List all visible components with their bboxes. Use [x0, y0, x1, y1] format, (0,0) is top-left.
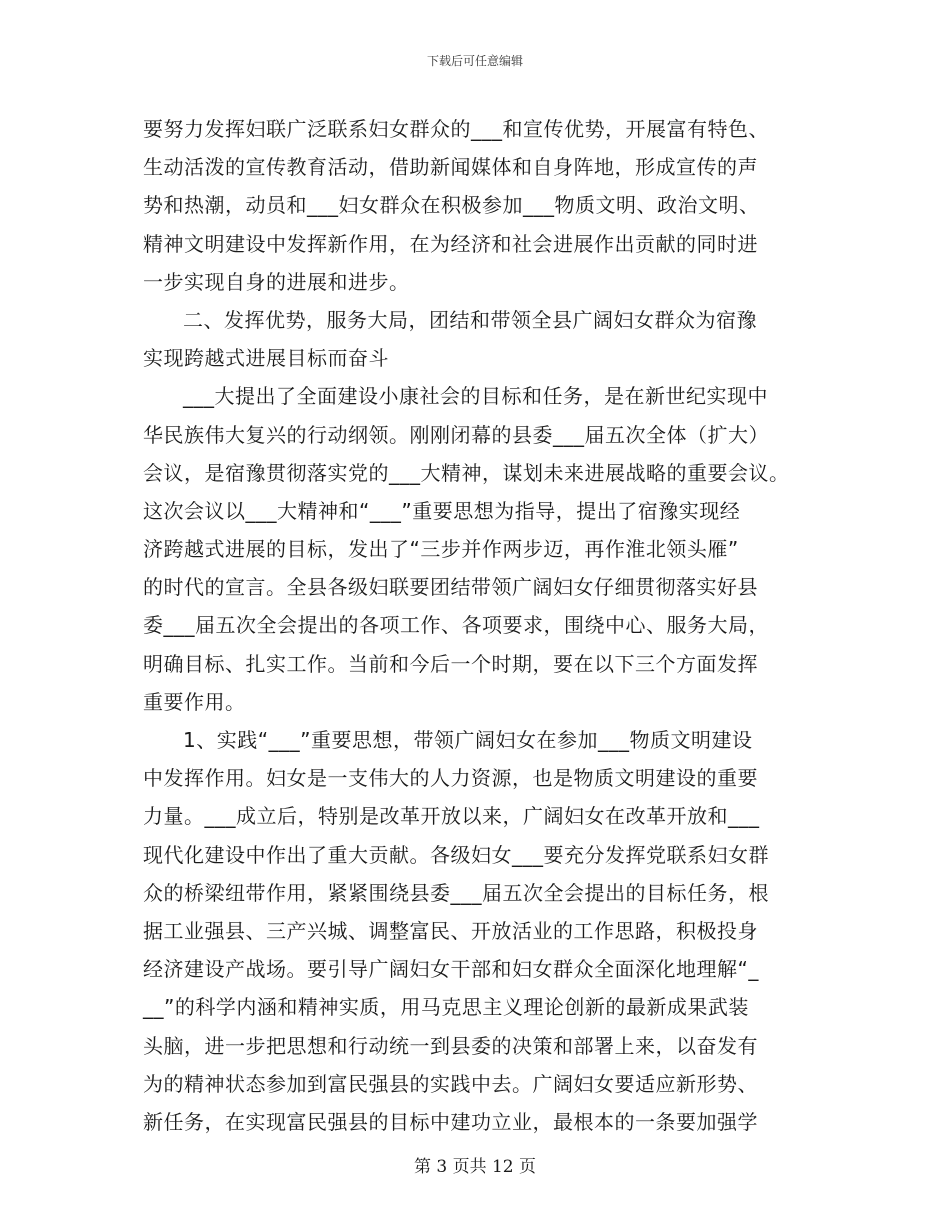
document-body [143, 110, 815, 1141]
text-line: __”的科学内涵和精神实质，用马克思主义理论创新的最新成果武装 [143, 995, 749, 1020]
text-line: 重要作用。 [143, 689, 246, 714]
paragraph-first-line: 1、实践“___”重要思想，带领广阔妇女在参加___物质文明建设 [183, 728, 753, 752]
text-line: 精神文明建设中发挥新作用，在为经济和社会进展作出贡献的同时进 [143, 231, 758, 256]
text-line: 明确目标、扎实工作。当前和今后一个时期，要在以下三个方面发挥 [143, 651, 758, 676]
text-line: 生动活泼的宣传教育活动，借助新闻媒体和自身阵地，形成宣传的声 [143, 155, 758, 180]
text-line: 经济建设产战场。要引导广阔妇女干部和妇女群众全面深化地理解“_ [143, 957, 759, 982]
text-line: 会议，是宿豫贯彻落实党的___大精神，谋划未来进展战略的重要会议。 [143, 460, 790, 485]
text-line: 众的桥梁纽带作用，紧紧围绕县委___届五次全会提出的目标任务，根 [143, 880, 769, 905]
paragraph-first-line: ___大提出了全面建设小康社会的目标和任务，是在新世纪实现中 [183, 384, 768, 409]
text-line: 势和热潮，动员和___妇女群众在积极参加___物质文明、政治文明、 [143, 193, 760, 218]
text-line: 力量。___成立后，特别是改革开放以来，广阔妇女在改革开放和___ [143, 804, 760, 829]
text-line: 现代化建设中作出了重大贡献。各级妇女___要充分发挥党联系妇女群 [143, 842, 769, 867]
text-line: 据工业强县、三产兴城、调整富民、开放活业的工作思路，积极投身 [143, 918, 758, 943]
text-line: 这次会议以___大精神和“___”重要思想为指导，提出了宿豫实现经 [143, 498, 741, 523]
text-line: 中发挥作用。妇女是一支伟大的人力资源，也是物质文明建设的重要 [143, 766, 758, 791]
text-line: 实现跨越式进展目标而奋斗 [143, 346, 389, 371]
text-line: 华民族伟大复兴的行动纲领。刚刚闭幕的县委___届五次全体（扩大） [143, 422, 769, 447]
text-line: 的时代的宣言。全县各级妇联要团结带领广阔妇女仔细贯彻落实好县 [143, 575, 758, 600]
text-line: 委___届五次全会提出的各项工作、各项要求，围绕中心、服务大局， [143, 613, 769, 638]
text-line: 头脑，进一步把思想和行动统一到县委的决策和部署上来，以奋发有 [143, 1033, 758, 1058]
paragraph-first-line: 二、发挥优势，服务大局，团结和带领全县广阔妇女群众为宿豫 [183, 307, 757, 332]
text-line: 要努力发挥妇联广泛联系妇女群众的___和宣传优势，开展富有特色、 [143, 117, 769, 141]
text-line: 为的精神状态参加到富民强县的实践中去。广阔妇女要适应新形势、 [143, 1071, 758, 1096]
text-line: 一步实现自身的进展和进步。 [143, 269, 410, 294]
page-number-footer: 第 3 页共 12 页 [413, 1157, 537, 1177]
page-header-note: 下载后可任意编辑 [426, 54, 523, 68]
text-line: 济跨越式进展的目标，发出了“三步并作两步迈，再作淮北领头雁” [143, 537, 739, 562]
text-line: 新任务，在实现富民强县的目标中建功立业，最根本的一条要加强学 [143, 1109, 758, 1134]
